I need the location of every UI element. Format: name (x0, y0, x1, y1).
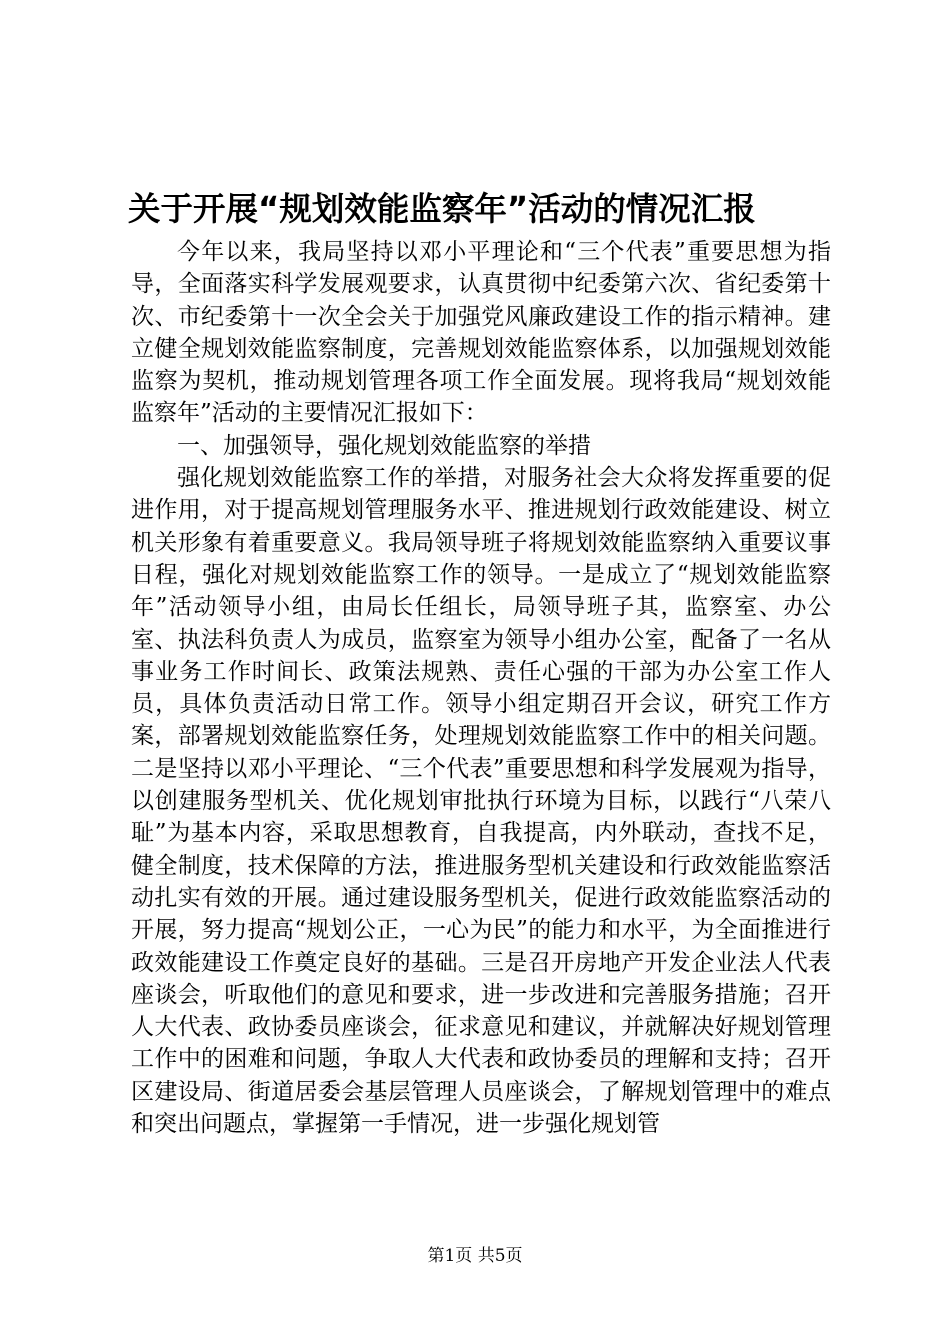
document-body (131, 236, 831, 1140)
page-number-footer: 第1页 共5页 (427, 1246, 523, 1266)
section-paragraph: 强化规划效能监察工作的举措，对服务社会大众将发挥重要的促进作用，对于提高规划管理服务水平、推进规划行政效能建设、树立机关形象有着重要意义。我局领导班子将规划效能监察纳入重要议事日程，强化对规划效能监察工作的领导。一是成立了“规划效能监察年”活动领导小组，由局长任组长，局领导班子其，监察室、办公室、执法科负责人为成员，监察室为领导小组办公室，配备了一名从事业务工作时间长、政策法规熟、责任心强的干部为办公室工作人员，具体负责活动日常工作。领导小组定期召开会议，研究工作方案，部署规划效能监察任务，处理规划效能监察工作中的相关问题。二是坚持以邓小平理论、“三个代表”重要思想和科学发展观为指导，以创建服务型机关、优化规划审批执行环境为目标，以践行“八荣八耻”为基本内容，采取思想教育，自我提高，内外联动，查找不足，健全制度，技术保障的方法，推进服务型机关建设和行政效能监察活动扎实有效的开展。通过建设服务型机关，促进行政效能监察活动的开展，努力提高“规划公正，一心为民”的能力和水平，为全面推进行政效能建设工作奠定良好的基础。三是召开房地产开发企业法人代表座谈会，听取他们的意见和要求，进一步改进和完善服务措施；召开人大代表、政协委员座谈会，征求意见和建议，并就解决好规划管理工作中的困难和问题，争取人大代表和政协委员的理解和支持；召开区建设局、街道居委会基层管理人员座谈会，了解规划管理中的难点和突出问题点，掌握第一手情况，进一步强化规划管 (131, 465, 831, 1138)
document-title: 关于开展“规划效能监察年”活动的情况汇报 (128, 190, 756, 228)
intro-paragraph: 今年以来，我局坚持以邓小平理论和“三个代表”重要思想为指导，全面落实科学发展观要求，认真贯彻中纪委第六次、省纪委第十次、市纪委第十一次全会关于加强党风廉政建设工作的指示精神。建立健全规划效能监察制度，完善规划效能监察体系，以加强规划效能监察为契机，推动规划管理各项工作全面发展。现将我局“规划效能监察年”活动的主要情况汇报如下： (131, 239, 831, 427)
section-heading: 一、加强领导，强化规划效能监察的举措 (177, 432, 591, 459)
